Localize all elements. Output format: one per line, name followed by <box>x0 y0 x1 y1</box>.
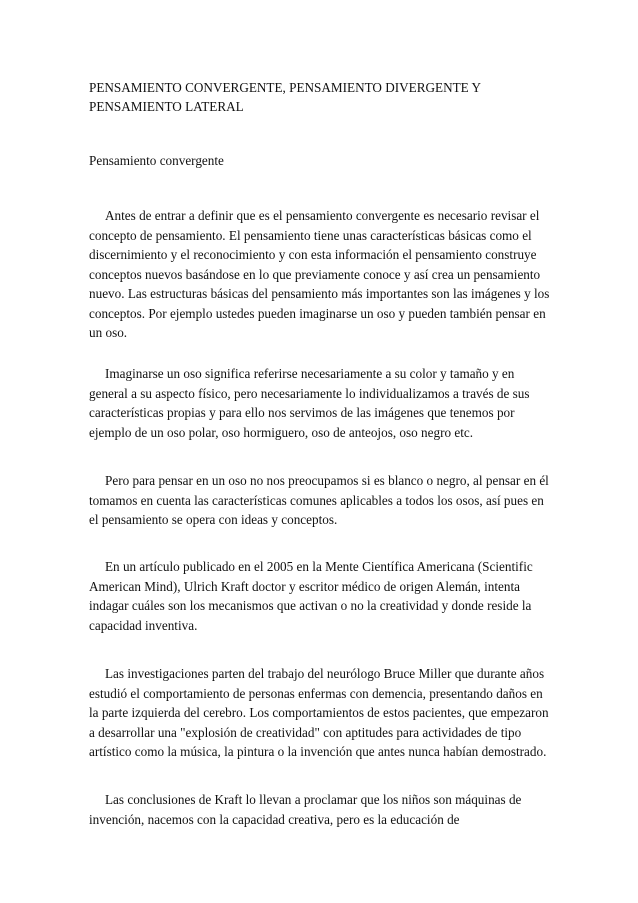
document-title: PENSAMIENTO CONVERGENTE, PENSAMIENTO DIVERGENTE Y PENSAMIENTO LATERAL <box>89 80 481 114</box>
paragraph: Imaginarse un oso significa referirse necesariamente a su color y tamaño y en general a su aspecto físico, pero necesariamente lo individualizamos a través de sus características propias y para ello nos servimos de las imágenes que tenemos por ejemplo de un oso polar, oso hormiguero, oso de anteojos, oso negro etc. <box>89 366 530 440</box>
paragraph: Las conclusiones de Kraft lo llevan a proclamar que los niños son máquinas de invención, nacemos con la capacidad creativa, pero es la educación de <box>89 792 522 827</box>
paragraph: En un artículo publicado en el 2005 en la Mente Científica Americana (Scientific American Mind), Ulrich Kraft doctor y escritor médico de origen Alemán, intenta indagar cuáles son los mecanismos que activan o no la creatividad y donde reside la capacidad inventiva. <box>89 559 533 633</box>
paragraph: Las investigaciones parten del trabajo del neurólogo Bruce Miller que durante años estudió el comportamiento de personas enfermas con demencia, presentando daños en la parte izquierda del cerebro. Los comportamientos de estos pacientes, que empezaron a desarrollar una "explosión de creatividad" con aptitudes para actividades de tipo artístico como la música, la pintura o la invención que antes nunca habían demostrado. <box>89 666 549 759</box>
paragraph: Antes de entrar a definir que es el pensamiento convergente es necesario revisar el concepto de pensamiento. El pensamiento tiene unas características básicas como el discernimiento y el reconocimiento y con esta información el pensamiento construye conceptos nuevos basándose en lo que previamente conoce y así crea un pensamiento nuevo. Las estructuras básicas del pensamiento más importantes son las imágenes y los conceptos. Por ejemplo ustedes pueden imaginarse un oso y pueden también pensar en un oso. <box>89 208 550 340</box>
section-heading: Pensamiento convergente <box>89 153 224 168</box>
paragraph: Pero para pensar en un oso no nos preocupamos si es blanco o negro, al pensar en él tomamos en cuenta las características comunes aplicables a todos los osos, así pues en el pensamiento se opera con ideas y conceptos. <box>89 473 549 527</box>
